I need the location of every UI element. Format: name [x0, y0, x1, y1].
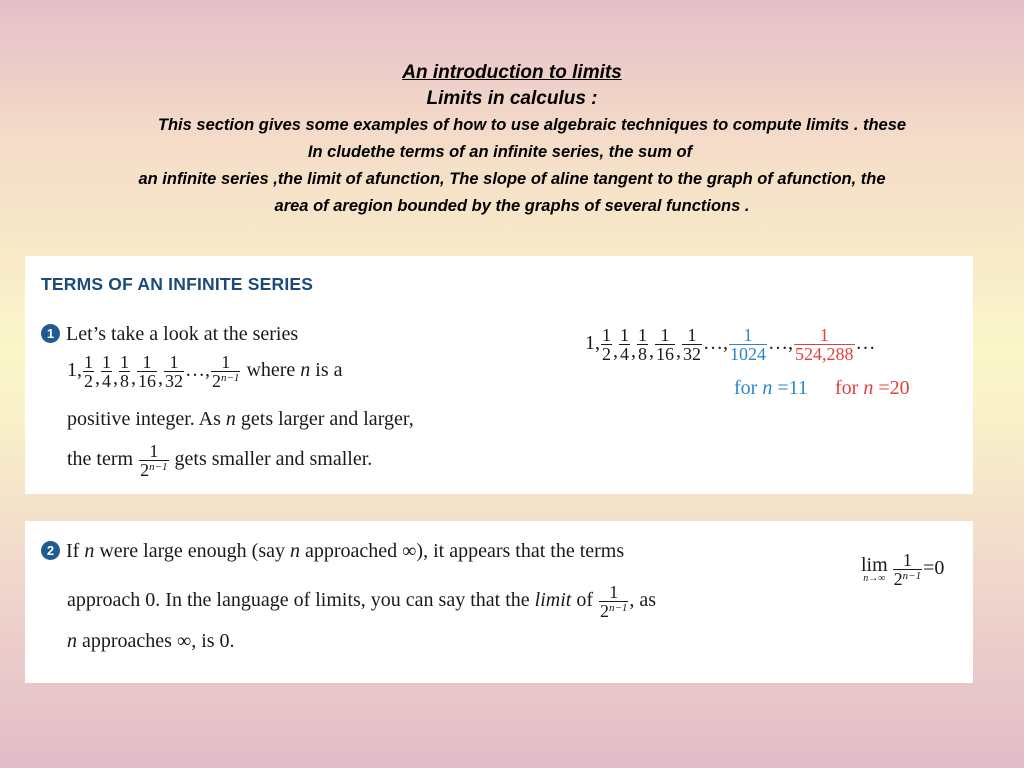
series-intro-line [41, 322, 298, 346]
label-n11: for n =11 [734, 377, 808, 399]
series-lead: 1, [67, 359, 82, 382]
limit-panel [25, 521, 973, 683]
series-text-line-4: the term $\frac{1}{2^{n-1}}$ gets smaller and smaller. [67, 441, 373, 480]
general-term: $\frac{1}{2^{n-1}}$ [212, 352, 240, 391]
term-n20: $\frac{1}{524,288}$ [795, 325, 854, 364]
series-term: $\frac{1}{16}$ [656, 325, 674, 364]
series-text-line-3: positive integer. As n gets larger and larger, [67, 408, 414, 430]
series-term: $\frac{1}{4}$ [102, 352, 111, 391]
slide-subtitle: Limits in calculus : [426, 88, 598, 109]
lim-operator: lim n→∞ [861, 553, 888, 584]
step-2-badge: 2 [41, 541, 60, 560]
label-n20: for n =20 [835, 377, 910, 399]
limit-text-line-3: n approaches ∞, is 0. [67, 630, 235, 652]
slide-header [0, 60, 1024, 220]
limit-text-line-1: 2 If n were large enough (say n approached ∞), it appears that the terms [41, 539, 624, 563]
series-term: $\frac{1}{8}$ [120, 352, 129, 391]
step-1-badge: 1 [41, 324, 60, 343]
series-term: $\frac{1}{16}$ [138, 352, 156, 391]
slide-title: An introduction to limits [402, 62, 622, 83]
series-intro-text: Let’s take a look at the series [66, 323, 299, 345]
series-ellipsis: …, [185, 359, 210, 382]
limit-text-line-2: approach 0. In the language of limits, you can say that the limit of $\frac{1}{2^{n-1}}$ , as [67, 582, 657, 621]
series-term: $\frac{1}{4}$ [620, 325, 629, 364]
intro-line-4: area of aregion bounded by the graphs of several functions . [274, 197, 750, 215]
intro-line-2: In cludethe terms of an infinite series, the sum of [307, 143, 693, 161]
limit-fraction: $\frac{1}{2^{n-1}}$ [599, 582, 628, 621]
series-term: $\frac{1}{2}$ [84, 352, 93, 391]
series-term: $\frac{1}{32}$ [683, 325, 701, 364]
intro-line-1: This section gives some examples of how to use algebraic techniques to compute limits . these [157, 116, 907, 134]
section-heading: TERMS OF AN INFINITE SERIES [41, 274, 314, 294]
formula-fraction: $\frac{1}{2^{n-1}}$ [893, 550, 922, 589]
series-term: $\frac{1}{8}$ [638, 325, 647, 364]
term-n11: $\frac{1}{1024}$ [730, 325, 766, 364]
infinite-series-panel [25, 256, 973, 494]
series-expression-line: 1, $\frac{1}{2}$ , $\frac{1}{4}$ , $\frac{1}{8}$ , $\frac{1}{16}$ , $\frac{1}{32}$ …, $\frac{1}{2^{n-1}}$ where n is a [67, 352, 343, 391]
series-term: $\frac{1}{2}$ [602, 325, 611, 364]
series-example-right: 1, $\frac{1}{2}$ , $\frac{1}{4}$ , $\frac{1}{8}$ , $\frac{1}{16}$ , $\frac{1}{32}$ …, $\frac{1}{1024}$ …, $\frac{1}{524,288}$ … [585, 325, 876, 364]
term-fraction: $\frac{1}{2^{n-1}}$ [140, 441, 168, 480]
series-term: $\frac{1}{32}$ [165, 352, 183, 391]
intro-line-3: an infinite series ,the limit of afunction, The slope of aline tangent to the graph of afunction, the [138, 170, 886, 188]
limit-formula: lim n→∞ $\frac{1}{2^{n-1}}$ =0 [861, 550, 945, 589]
